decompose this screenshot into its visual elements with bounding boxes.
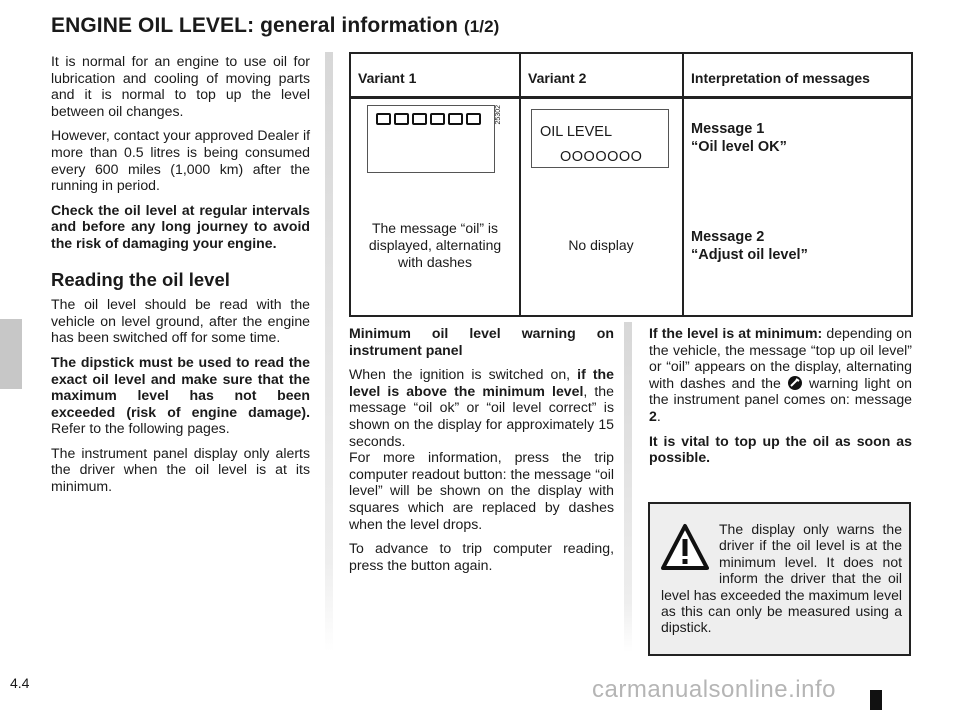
paragraph: It is vital to top up the oil as soon as possible.: [649, 432, 912, 466]
display-illustration: [367, 105, 495, 173]
paragraph: It is normal for an engine to use oil for lubrication and cooling of moving parts and it is normal to top up the level between oil changes.: [51, 53, 310, 119]
page-number: 4.4: [10, 675, 30, 691]
table-header: Variant 1: [350, 53, 520, 97]
subheading: Minimum oil level warning on instrument panel: [349, 325, 614, 358]
display-text: OOOOOOO: [560, 148, 643, 165]
table-header: Interpretation of messages: [683, 53, 912, 97]
warning-triangle-icon: [661, 523, 709, 573]
paragraph: However, contact your approved Dealer if more than 0.5 litres is being consumed every 600 miles (1,000 km) after the running in period.: [51, 127, 310, 194]
intro-column: [51, 53, 310, 503]
message-1: Message 1 “Oil level OK”: [691, 120, 787, 155]
oil-squares: [376, 113, 483, 125]
service-wrench-icon: [787, 376, 803, 390]
page-title-part: (1/2): [463, 17, 500, 36]
interpretation-cell: [683, 97, 912, 316]
watermark: carmanualsonline.info: [592, 676, 836, 703]
display-text: OIL LEVEL: [540, 123, 613, 140]
corner-mark: [870, 690, 882, 710]
warning-box: [648, 502, 911, 656]
paragraph: When the ignition is switched on, if the level is above the minimum level, the message “oil ok” or “oil level correct” is shown on the display for approximately 15 seconds. For more information, press the trip computer readout button: the message “oil level” will be shown on the display with squares which are replaced by dashes when the level drops.: [349, 366, 615, 532]
paragraph: The dipstick must be used to read the exact oil level and make sure that the maximum level has not been exceeded (risk of engine damage). Refer to the following pages.: [51, 353, 310, 437]
figure-code: 25302: [495, 104, 502, 124]
column-divider: [624, 322, 632, 652]
column-divider: [325, 52, 333, 652]
variant2-caption: No display: [568, 236, 634, 253]
paragraph: The instrument panel display only alerts the driver when the oil level is at its minimum.: [51, 444, 310, 495]
section-heading: Reading the oil level: [51, 268, 230, 290]
message-2: Message 2 “Adjust oil level”: [691, 228, 808, 263]
paragraph: To advance to trip computer reading, press the button again.: [349, 540, 614, 573]
variants-table: [349, 52, 913, 317]
display-illustration: [531, 109, 669, 168]
variant1-caption: The message “oil” is displayed, alternating with dashes: [368, 219, 502, 270]
page-title: ENGINE OIL LEVEL: general information (1/2): [51, 14, 500, 37]
variant1-cell: [350, 97, 520, 316]
section-tab: [0, 319, 22, 389]
variant2-cell: [520, 97, 683, 316]
paragraph: The oil level should be read with the vehicle on level ground, after the engine has been switched off for some time.: [51, 296, 310, 346]
warning-info-column: [349, 325, 614, 581]
warning-text: The display only warns the driver if the oil level is at the minimum level. It does not inform the driver that the oil level has exceeded the maximum level as this can only be measured using a dipstick.: [661, 521, 902, 636]
paragraph: If the level is at minimum: depending on the vehicle, the message “top up oil level” or “oil” appears on the display, alternating with dashes and the warning light on the instrument panel comes on: message 2.: [649, 325, 913, 424]
table-header: Variant 2: [520, 53, 683, 97]
paragraph: Check the oil level at regular intervals and before any long journey to avoid the risk of damaging your engine.: [51, 201, 310, 251]
minimum-level-column: [649, 325, 912, 474]
